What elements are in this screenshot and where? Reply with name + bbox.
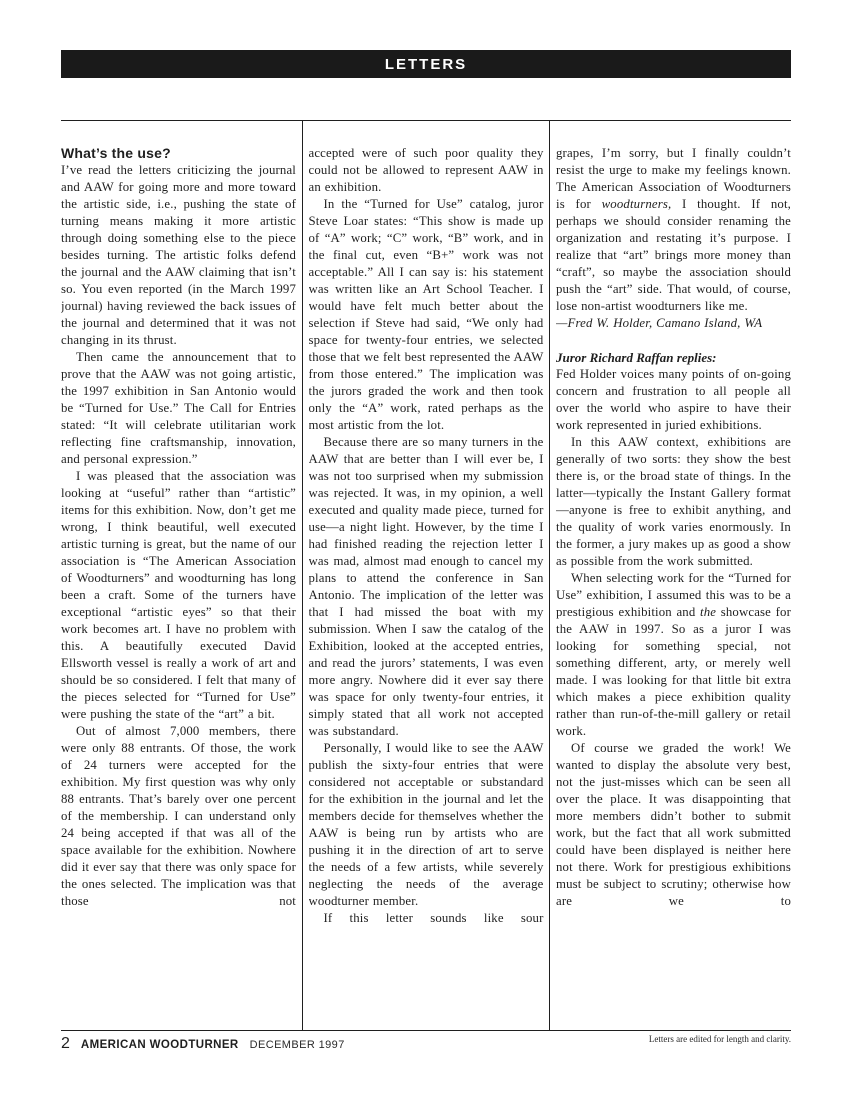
paragraph-text: When selecting work for the “Turned for Use” exhibition, I assumed this was to be a prestigious exhibition and <box>556 571 791 619</box>
italic-term: woodturners, <box>601 197 672 211</box>
issue-date: DECEMBER 1997 <box>249 1039 345 1051</box>
section-title: LETTERS <box>384 55 468 73</box>
column-3 <box>556 121 791 1030</box>
paragraph-text: grapes, I’m sorry, but I finally couldn’t resist the urge to make my feelings known. The American Association of Woodturners is for <box>556 146 791 211</box>
page-content <box>61 120 791 1031</box>
paragraph: Fed Holder voices many points of on-going concern and frustration to all people all over the world who aspire to have their work represented in juried exhibitions. <box>556 367 791 432</box>
letter-title: What’s the use? <box>61 145 171 161</box>
letter-signature: —Fred W. Holder, Camano Island, WA <box>556 316 763 330</box>
paragraph: I’ve read the letters criticizing the journal and AAW for going more and more toward the artistic side, i.e., pushing the state of turning means making it more artistic through doing something else to the piece besides turning. The artistic folks defend the journal and the AAW claiming that isn’t so. You even reported (in the March 1997 journal) having reviewed the back issues of the journal and determined that it was not changing in its thrust. <box>61 163 296 347</box>
page-footer <box>61 1033 791 1053</box>
footer-journal-info <box>61 1035 345 1053</box>
paragraph: Out of almost 7,000 members, there were only 88 entrants. Of those, the work of 24 turners were accepted for the exhibition. My first question was why only 88 entrants. That’s barely over one percent of the membership. I can understand only 24 being accepted if that was all of the space available for the exhibition. Nowhere did it ever say that there was only space for the ones selected. The implication was that those not <box>61 724 296 908</box>
paragraph: I was pleased that the association was looking at “useful” rather than “artistic” items for this exhibition. Now, don’t get me wrong, I think beautiful, well executed artistic turning is great, but the name of our association is “The American Association of Woodturners” and woodturning has long been a craft. Some of the turners have exceptional “artistic eyes” so that their work becomes art. I have no problem with this. A beautifully executed David Ellsworth vessel is really a work of art and should be so considered. I felt that many of the pieces selected for “Turned for Use” were pushing the state of the “art” a bit. <box>61 469 296 721</box>
paragraph: Then came the announcement that to prove that the AAW was not going artistic, the 1997 exhibition in San Antonio would be “Turned for Use.” The Call for Entries stated: “It will celebrate utilitarian work reflecting fine craftsmanship, innovation, and personal expression.” <box>61 350 296 466</box>
column-2 <box>309 121 544 1030</box>
paragraph-text: showcase for the AAW in 1997. So as a juror I was looking for something special, not something different, arty, or merely well made. I was looking for that little bit extra which makes a piece exhibition quality rather than run-of-the-mill gallery or retail work. <box>556 605 791 738</box>
page-number: 2 <box>61 1035 70 1052</box>
paragraph <box>556 570 791 740</box>
column-1 <box>61 121 296 1030</box>
column-divider <box>549 121 550 1030</box>
paragraph-text: I thought. If not, perhaps we should consider renaming the organization and restating it’s purpose. I realize that “art” brings more money than “craft”, so maybe the association should push the “art” side. That would, of course, lose non-artist woodturners like me. <box>556 197 791 313</box>
paragraph <box>556 145 791 315</box>
paragraph: accepted were of such poor quality they could not be allowed to represent AAW in an exhibition. <box>308 146 544 194</box>
section-header-bar <box>61 50 791 78</box>
paragraph: Because there are so many turners in the AAW that are better than I will ever be, I was not too surprised when my submission was rejected. It was, in my opinion, a well executed and quality made piece, turned for use—a night light. However, by the time I had finished reading the rejection letter I was mad, almost mad enough to cancel my plans to attend the conference in San Antonio. The implication of the letter was that I had missed the boat with my submission. When I saw the catalog of the Exhibition, looked at the accepted entries, and read the jurors’ statements, I was even more angry. Nowhere did it ever say there was space for only twenty-four entries, it simply stated that all work not accepted was substandard. <box>308 435 544 738</box>
reply-title: Juror Richard Raffan replies: <box>556 350 717 365</box>
paragraph: Of course we graded the work! We wanted to display the absolute very best, not the just-misses which can be seen all over the place. It was disappointing that more members didn’t bother to submit work, but the fact that all work submitted could have been displayed is neither here not there. Work for prestigious exhibitions must be subject to scrutiny; otherwise how are we to <box>556 741 791 908</box>
editorial-note: Letters are edited for length and clarity. <box>648 1034 791 1044</box>
journal-title: AMERICAN WOODTURNER <box>80 1039 239 1051</box>
paragraph: If this letter sounds like sour <box>323 911 544 925</box>
paragraph: In this AAW context, exhibitions are generally of two sorts: they show the best there is, or the broad state of things. In the latter—typically the Instant Gallery format—anyone is free to exhibit anything, and the quality of work varies enormously. In the former, a jury makes up as good a show as possible from the work submitted. <box>556 435 791 568</box>
paragraph: Personally, I would like to see the AAW publish the sixty-four entries that were considered not acceptable or substandard for the exhibition in the journal and let the members decide for themselves whether the AAW is being run by artists who are pushing it in the direction of art to serve the needs of a few artists, while severely neglecting the needs of the average woodturner member. <box>308 741 544 908</box>
italic-term: the <box>700 605 717 619</box>
paragraph: In the “Turned for Use” catalog, juror Steve Loar states: “This show is made up of “A” work; “C” work, “B” work, and in the final cut, even “B+” work was not acceptable.” All I can say is: his statement was written like an Art School Teacher. I would have felt much better about the selection if Steve had said, “We only had space for twenty-four entries, we selected those that we felt best represented the AAW from those entered.” The implication was the jurors graded the work and then took only the “A” work, rated perhaps as the most artistic from the lot. <box>308 197 544 432</box>
column-divider <box>302 121 303 1030</box>
